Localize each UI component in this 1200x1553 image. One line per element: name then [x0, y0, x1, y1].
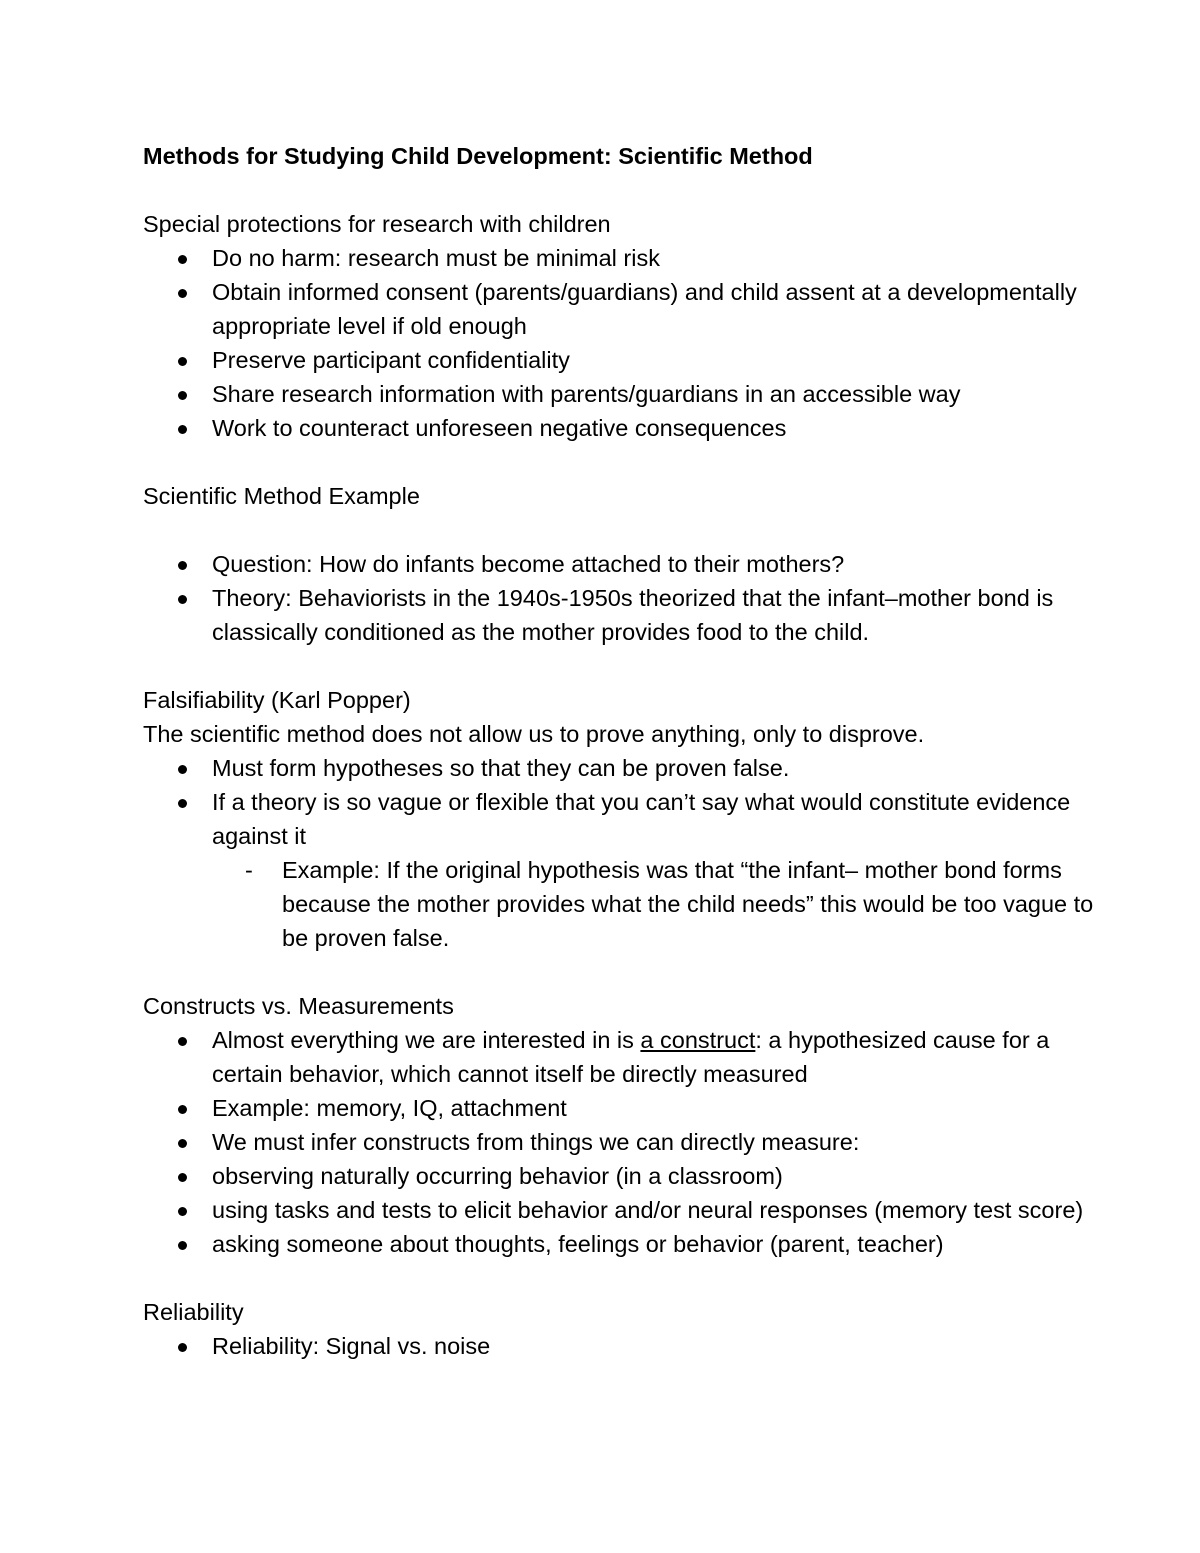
- construct-text-after: : a hypothesized cause for a certain behavior, which cannot itself be directly measured: [212, 1027, 1050, 1087]
- list-item: [212, 1023, 1103, 1091]
- list-item: observing naturally occurring behavior (in a classroom): [212, 1159, 1103, 1193]
- falsifiability-list: [143, 751, 1103, 955]
- protections-list: [143, 241, 1103, 445]
- section-heading-reliability: Reliability: [143, 1299, 244, 1325]
- list-item: Reliability: Signal vs. noise: [212, 1329, 1103, 1363]
- spacer: [143, 445, 1103, 479]
- list-item: asking someone about thoughts, feelings or behavior (parent, teacher): [212, 1227, 1103, 1261]
- list-item: Obtain informed consent (parents/guardians) and child assent at a developmentally appropriate level if old enough: [212, 275, 1103, 343]
- list-item: Question: How do infants become attached to their mothers?: [212, 547, 1103, 581]
- spacer: [143, 173, 1103, 207]
- section-heading-protections: Special protections for research with children: [143, 211, 611, 237]
- list-item: using tasks and tests to elicit behavior and/or neural responses (memory test score): [212, 1193, 1103, 1227]
- list-item: Must form hypotheses so that they can be proven false.: [212, 751, 1103, 785]
- construct-underlined-term: a construct: [640, 1027, 756, 1053]
- list-item: Share research information with parents/guardians in an accessible way: [212, 377, 1103, 411]
- spacer: [143, 1261, 1103, 1295]
- list-item: Theory: Behaviorists in the 1940s-1950s theorized that the infant–mother bond is classically conditioned as the mother provides food to the child.: [212, 581, 1103, 649]
- construct-text-before: Almost everything we are interested in is: [212, 1027, 641, 1053]
- document-page: [143, 139, 1103, 1363]
- list-item: We must infer constructs from things we can directly measure:: [212, 1125, 1103, 1159]
- section-heading-example: Scientific Method Example: [143, 483, 420, 509]
- spacer: [143, 649, 1103, 683]
- list-item-text: If a theory is so vague or flexible that you can’t say what would constitute evidence against it: [212, 789, 1071, 849]
- falsifiability-intro: The scientific method does not allow us to prove anything, only to disprove.: [143, 721, 925, 747]
- spacer: [143, 513, 1103, 547]
- list-item: Preserve participant confidentiality: [212, 343, 1103, 377]
- list-item: Example: memory, IQ, attachment: [212, 1091, 1103, 1125]
- sub-list-item: - Example: If the original hypothesis was that “the infant– mother bond forms because the mother provides what the child needs” this would be too vague to be proven false.: [282, 853, 1103, 955]
- reliability-list: [143, 1329, 1103, 1363]
- document-title: Methods for Studying Child Development: Scientific Method: [143, 143, 813, 169]
- list-item: Work to counteract unforeseen negative consequences: [212, 411, 1103, 445]
- section-heading-constructs: Constructs vs. Measurements: [143, 993, 454, 1019]
- list-item: [212, 785, 1103, 955]
- constructs-list: [143, 1023, 1103, 1261]
- section-heading-falsifiability: Falsifiability (Karl Popper): [143, 687, 411, 713]
- falsifiability-sublist: [212, 853, 1103, 955]
- list-item: Do no harm: research must be minimal risk: [212, 241, 1103, 275]
- example-list: [143, 547, 1103, 649]
- spacer: [143, 955, 1103, 989]
